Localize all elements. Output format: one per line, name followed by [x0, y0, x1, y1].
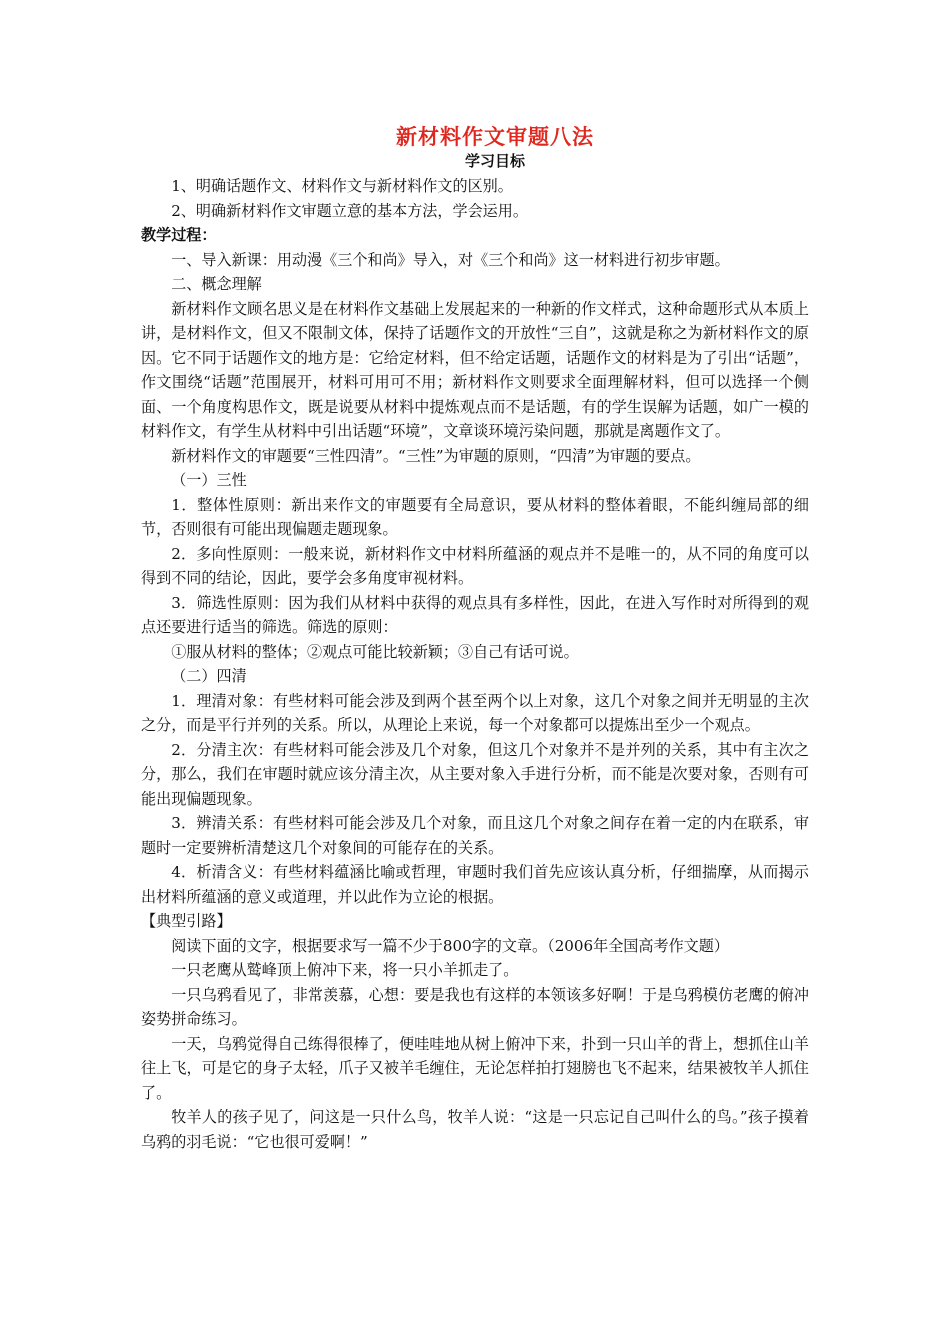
paragraph: 一天，乌鸦觉得自己练得很棒了，便哇哇地从树上俯冲下来，扑到一只山羊的背上，想抓住山羊往上飞，可是它的身子太轻，爪子又被羊毛缠住，无论怎样拍打翅膀也飞不起来，结果被牧羊人抓住了。	[141, 1034, 809, 1102]
document-body	[141, 174, 809, 1154]
paragraph: 一只老鹰从鹫峰顶上俯冲下来，将一只小羊抓走了。	[171, 961, 519, 979]
paragraph: 3．辨清关系：有些材料可能会涉及几个对象，而且这几个对象之间存在着一定的内在联系，审题时一定要辨析清楚这几个对象间的可能存在的关系。	[141, 814, 809, 857]
section-heading-learning-goals: 学习目标	[464, 152, 525, 170]
paragraph: 阅读下面的文字，根据要求写一篇不少于800字的文章。（2006年全国高考作文题）	[171, 936, 729, 955]
paragraph: 1．整体性原则：新出来作文的审题要有全局意识，要从材料的整体着眼，不能纠缠局部的细节，否则很有可能出现偏题走题现象。	[141, 495, 809, 538]
paragraph: 2．分清主次：有些材料可能会涉及几个对象，但这几个对象并不是并列的关系，其中有主次之分，那么，我们在审题时就应该分清主次，从主要对象入手进行分析，而不能是次要对象，否则有可能出现偏题现象。	[141, 740, 809, 808]
paragraph: 1、明确话题作文、材料作文与新材料作文的区别。	[171, 177, 513, 195]
paragraph: 1．理清对象：有些材料可能会涉及到两个甚至两个以上对象，这几个对象之间并无明显的主次之分，而是平行并列的关系。所以，从理论上来说，每一个对象都可以提炼出至少一个观点。	[141, 691, 809, 734]
paragraph: （一）三性	[171, 471, 247, 489]
paragraph: 一、导入新课：用动漫《三个和尚》导入，对《三个和尚》这一材料进行初步审题。	[171, 250, 730, 269]
paragraph: 二、概念理解	[171, 275, 262, 293]
paragraph: （二）四清	[171, 667, 247, 685]
paragraph: 新材料作文顾名思义是在材料作文基础上发展起来的一种新的作文样式，这种命题形式从本质上讲，是材料作文，但又不限制文体，保持了话题作文的开放性“三自”，这就是称之为新材料作文的原因。它不同于话题作文的地方是：它给定材料，但不给定话题，话题作文的材料是为了引出“话题”，作文围绕“话题”范围展开，材料可用可不用；新材料作文则要求全面理解材料，但可以选择一个侧面、一个角度构思作文，既是说要从材料中提炼观点而不是话题，有的学生误解为话题，如广一模的材料作文，有学生从材料中引出话题“环境”，文章谈环境污染问题，那就是离题作文了。	[141, 299, 809, 440]
paragraph: 新材料作文的审题要“三性四清”。“三性”为审题的原则，“四清”为审题的要点。	[171, 446, 701, 465]
paragraph: 2、明确新材料作文审题立意的基本方法，学会运用。	[171, 201, 528, 220]
paragraph: 牧羊人的孩子见了，问这是一只什么鸟，牧羊人说：“这是一只忘记自己叫什么的鸟。”孩子摸着乌鸦的羽毛说：“它也很可爱啊！”	[141, 1108, 809, 1151]
paragraph: 教学过程：	[141, 226, 217, 244]
paragraph: ①服从材料的整体；②观点可能比较新颖；③自己有话可说。	[171, 642, 579, 661]
paragraph: 2．多向性原则：一般来说，新材料作文中材料所蕴涵的观点并不是唯一的，从不同的角度可以得到不同的结论，因此，要学会多角度审视材料。	[141, 544, 809, 587]
paragraph: 3．筛选性原则：因为我们从材料中获得的观点具有多样性，因此，在进入写作时对所得到的观点还要进行适当的筛选。筛选的原则：	[141, 593, 809, 636]
paragraph: 4．析清含义：有些材料蕴涵比喻或哲理，审题时我们首先应该认真分析，仔细揣摩，从而揭示出材料所蕴涵的意义或道理，并以此作为立论的根据。	[141, 863, 809, 906]
paragraph: 【典型引路】	[141, 912, 232, 930]
document-title: 新材料作文审题八法	[396, 124, 594, 149]
paragraph: 一只乌鸦看见了，非常羡慕，心想：要是我也有这样的本领该多好啊！于是乌鸦模仿老鹰的俯冲姿势拼命练习。	[141, 985, 809, 1028]
